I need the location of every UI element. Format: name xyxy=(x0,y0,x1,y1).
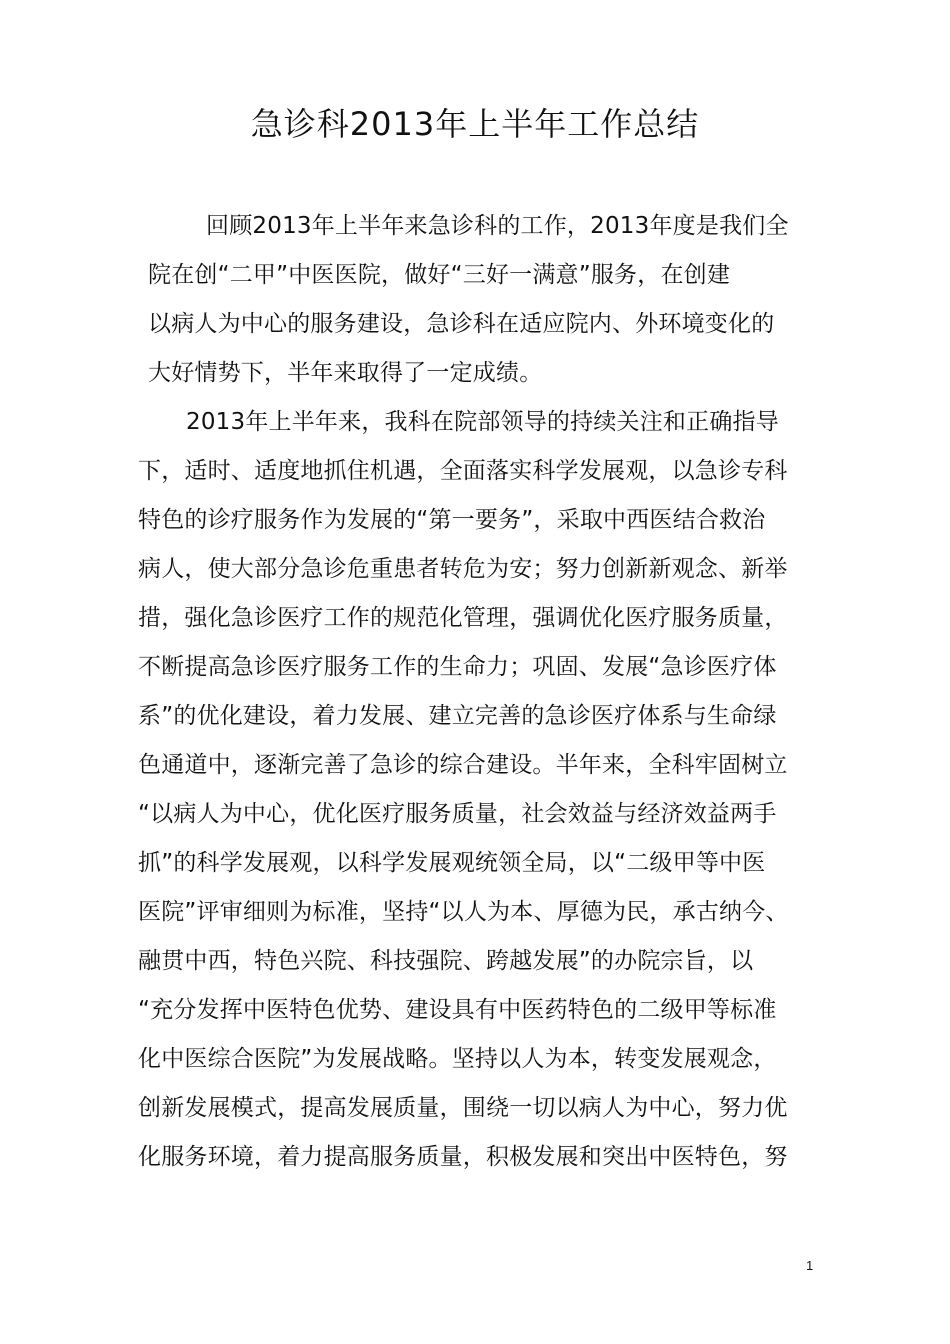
paragraph-line: 以病人为中心的服务建设，急诊科在适应院内、外环境变化的 xyxy=(148,311,775,337)
paragraph-line: 措，强化急诊医疗工作的规范化管理，强调优化医疗服务质量， xyxy=(138,605,788,631)
paragraph-line: 院在创“二甲”中医医院，做好“三好一满意”服务，在创建 xyxy=(148,262,731,288)
page-number: 1 xyxy=(806,1258,814,1273)
paragraph-line: 医院”评审细则为标准，坚持“以人为本、厚德为民，承古纳今、 xyxy=(138,899,789,925)
paragraph-line: 系”的优化建设，着力发展、建立完善的急诊医疗体系与生命绿 xyxy=(138,703,777,729)
paragraph-line: “以病人为中心，优化医疗服务质量，社会效益与经济效益两手 xyxy=(138,801,777,827)
paragraph-line: 下，适时、适度地抓住机遇，全面落实科学发展观，以急诊专科 xyxy=(138,458,788,484)
paragraph-line: 2013年上半年来，我科在院部领导的持续关注和正确指导 xyxy=(186,409,779,435)
paragraph-line: 融贯中西，特色兴院、科技强院、跨越发展”的办院宗旨，以 xyxy=(138,948,754,974)
paragraph-line: 特色的诊疗服务作为发展的“第一要务”，采取中西医结合救治 xyxy=(138,507,766,533)
paragraph-line: 大好情势下，半年来取得了一定成绩。 xyxy=(148,360,543,386)
paragraph-line: 化中医综合医院”为发展战略。坚持以人为本，转变发展观念， xyxy=(138,1046,777,1072)
paragraph-line: 病人，使大部分急诊危重患者转危为安；努力创新新观念、新举 xyxy=(138,556,788,582)
document-title: 急诊科2013年上半年工作总结 xyxy=(250,105,700,143)
paragraph-line: 化服务环境，着力提高服务质量，积极发展和突出中医特色，努 xyxy=(138,1144,788,1170)
paragraph-line: 回顾2013年上半年来急诊科的工作，2013年度是我们全 xyxy=(206,213,789,239)
paragraph-line: 抓”的科学发展观，以科学发展观统领全局，以“二级甲等中医 xyxy=(138,850,766,876)
paragraph-line: 色通道中，逐渐完善了急诊的综合建设。半年来，全科牢固树立 xyxy=(138,752,788,778)
paragraph-line: 不断提高急诊医疗服务工作的生命力；巩固、发展“急诊医疗体 xyxy=(138,654,777,680)
paragraph-line: 创新发展模式，提高发展质量，围绕一切以病人为中心，努力优 xyxy=(138,1095,788,1121)
paragraph-line: “充分发挥中医特色优势、建设具有中医药特色的二级甲等标准 xyxy=(138,997,777,1023)
